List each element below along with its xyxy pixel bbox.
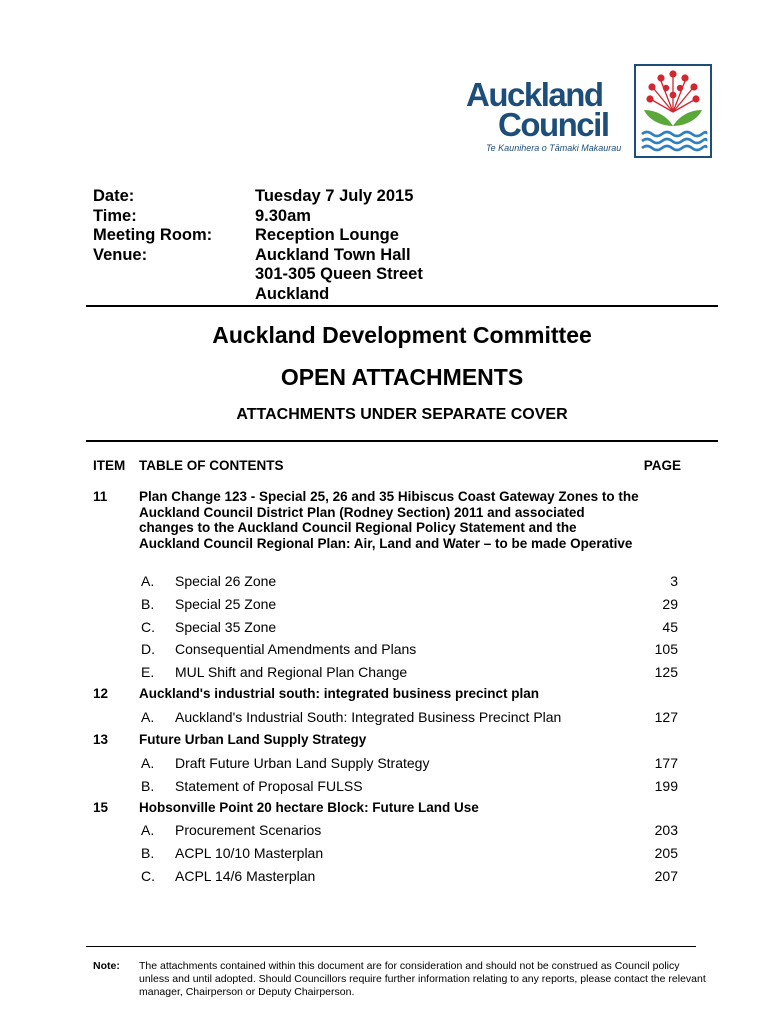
attachment-link[interactable]: Special 35 Zone <box>175 619 277 635</box>
meta-label: Meeting Room: <box>93 226 213 245</box>
sub-letter: A. <box>141 709 155 725</box>
meta-label: Date: <box>93 187 135 205</box>
attachment-link[interactable]: Consequential Amendments and Plans <box>175 641 417 657</box>
attachment-link[interactable]: Draft Future Urban Land Supply Strategy <box>175 755 430 771</box>
divider-top <box>86 305 718 307</box>
page-number: 205 <box>654 845 678 861</box>
attachment-link[interactable]: Special 25 Zone <box>175 596 277 612</box>
sub-letter: B. <box>141 778 155 794</box>
attachment-link[interactable]: ACPL 14/6 Masterplan <box>175 868 316 884</box>
sub-letter: C. <box>141 868 155 884</box>
logo-word-auckland: Auckland <box>466 76 603 113</box>
toc-header-page: PAGE <box>643 458 681 473</box>
item-number: 13 <box>93 732 109 747</box>
page-number: 199 <box>654 778 678 794</box>
sub-letter: E. <box>141 664 155 680</box>
page-number: 105 <box>654 641 678 657</box>
sub-letter: C. <box>141 619 155 635</box>
item-title: Plan Change 123 - Special 25, 26 and 35 Hibiscus Coast Gateway Zones to the Auckland Council District Plan (Rodney Section) 2011 and associated changes to the Auckland Council Regional Policy Statement and the Auckland Council Regional Plan: Air, Land and Water – to be made Operative <box>139 489 639 551</box>
page-number: 29 <box>662 596 678 612</box>
page-number: 203 <box>654 822 678 838</box>
divider-note <box>86 946 696 947</box>
meta-value: Auckland <box>255 284 330 303</box>
auckland-council-logo <box>466 64 712 160</box>
page-number: 125 <box>654 664 678 680</box>
attachment-link[interactable]: ACPL 10/10 Masterplan <box>175 845 324 861</box>
attachment-link[interactable]: MUL Shift and Regional Plan Change <box>175 664 408 680</box>
meta-value: Tuesday 7 July 2015 <box>255 187 414 205</box>
sub-letter: B. <box>141 845 155 861</box>
committee-title: Auckland Development Committee <box>212 322 592 348</box>
item-title: Hobsonville Point 20 hectare Block: Future Land Use <box>139 800 479 815</box>
meta-label: Venue: <box>93 245 148 264</box>
item-title: Auckland's industrial south: integrated business precinct plan <box>139 686 540 701</box>
divider-toc <box>86 440 718 442</box>
sub-letter: D. <box>141 641 155 657</box>
page-number: 127 <box>654 709 678 725</box>
logo-word-council: Council <box>498 106 609 143</box>
separate-cover-subtitle: ATTACHMENTS UNDER SEPARATE COVER <box>236 406 568 423</box>
attachment-link[interactable]: Auckland's Industrial South: Integrated Business Precinct Plan <box>175 709 562 725</box>
page-number: 3 <box>670 573 678 589</box>
sub-letter: A. <box>141 573 155 589</box>
sub-letter: B. <box>141 596 155 612</box>
item-number: 12 <box>93 686 109 701</box>
open-attachments-title: OPEN ATTACHMENTS <box>280 364 524 390</box>
meta-value: Auckland Town Hall <box>255 245 411 264</box>
item-number: 15 <box>93 800 109 815</box>
logo-tagline: Te Kaunihera o Tāmaki Makaurau <box>486 143 622 153</box>
attachment-link[interactable]: Special 26 Zone <box>175 573 277 589</box>
pohutukawa-emblem-icon <box>634 64 712 158</box>
toc-header-contents: TABLE OF CONTENTS <box>139 458 284 473</box>
item-title: Future Urban Land Supply Strategy <box>139 732 367 747</box>
page-number: 45 <box>662 619 678 635</box>
meta-value: 301-305 Queen Street <box>255 265 423 284</box>
item-number: 11 <box>93 489 108 504</box>
meta-value: Reception Lounge <box>255 226 399 245</box>
sub-letter: A. <box>141 755 155 771</box>
page-number: 177 <box>654 755 678 771</box>
note-text: The attachments contained within this document are for consideration and should not be construed as Council policy unless and until adopted. Should Councillors require further information relating to any reports, please contact the relevant manager, Chairperson or Deputy Chairperson. <box>139 960 706 998</box>
sub-letter: A. <box>141 822 155 838</box>
toc-header-item: ITEM <box>93 458 126 473</box>
page-number: 207 <box>654 868 678 884</box>
meta-label: Time: <box>93 206 137 225</box>
note-label: Note: <box>93 960 120 972</box>
attachment-link[interactable]: Procurement Scenarios <box>175 822 322 838</box>
attachment-link[interactable]: Statement of Proposal FULSS <box>175 778 363 794</box>
meta-value: 9.30am <box>255 206 311 225</box>
